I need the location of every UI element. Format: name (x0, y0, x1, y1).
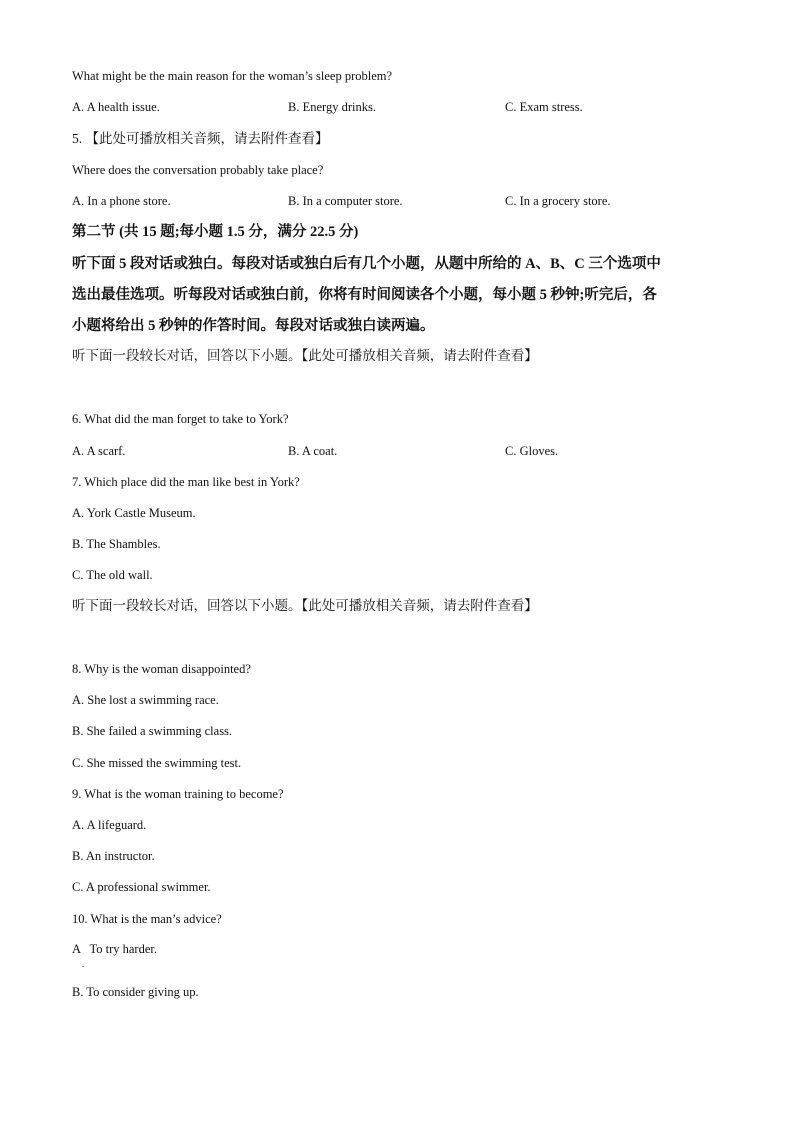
section-2-instruction-line-3: 小题将给出 5 秒钟的作答时间。每段对话或独白读两遍。 (72, 318, 435, 334)
question-4-option-c: C. Exam stress. (505, 100, 583, 114)
stray-mark: . (82, 960, 84, 969)
question-6-option-c: C. Gloves. (505, 444, 559, 458)
question-8-option-c: C. She missed the swimming test. (72, 756, 242, 770)
question-9-stem: 9. What is the woman training to become? (72, 787, 284, 801)
question-8-option-a: A. She lost a swimming race. (72, 693, 219, 707)
question-7-stem: 7. Which place did the man like best in York? (72, 475, 300, 489)
section-2-title: 第二节 (共 15 题;每小题 1.5 分，满分 22.5 分) (72, 224, 359, 240)
question-10-option-a: A To try harder. (72, 942, 157, 956)
question-5-option-a: A. In a phone store. (72, 194, 171, 208)
section-2-instruction-line-1: 听下面 5 段对话或独白。每段对话或独白后有几个小题，从题中所给的 A、B、C 三个选项中 (72, 256, 661, 272)
question-5-option-b: B. In a computer store. (288, 194, 403, 208)
question-4-option-b: B. Energy drinks. (288, 100, 376, 114)
question-5-audio-label: 5. 【此处可播放相关音频，请去附件查看】 (72, 131, 329, 146)
section-2-instruction-line-2: 选出最佳选项。听每段对话或独白前，你将有时间阅读各个小题，每小题 5 秒钟;听完后，各 (72, 287, 657, 303)
question-7-option-b: B. The Shambles. (72, 537, 161, 551)
question-9-option-c: C. A professional swimmer. (72, 880, 211, 894)
audio-note-1: 听下面一段较长对话，回答以下小题。【此处可播放相关音频，请去附件查看】 (72, 348, 538, 363)
question-6-option-b: B. A coat. (288, 444, 338, 458)
audio-note-2: 听下面一段较长对话，回答以下小题。【此处可播放相关音频，请去附件查看】 (72, 598, 538, 613)
question-7-option-a: A. York Castle Museum. (72, 506, 196, 520)
question-4-option-a: A. A health issue. (72, 100, 160, 114)
question-8-stem: 8. Why is the woman disappointed? (72, 662, 251, 676)
question-9-option-b: B. An instructor. (72, 849, 155, 863)
question-6-option-a: A. A scarf. (72, 444, 126, 458)
question-5-option-c: C. In a grocery store. (505, 194, 611, 208)
question-4-stem: What might be the main reason for the woman’s sleep problem? (72, 69, 393, 83)
question-9-option-a: A. A lifeguard. (72, 818, 147, 832)
question-10-stem: 10. What is the man’s advice? (72, 912, 222, 926)
question-5-stem: Where does the conversation probably take place? (72, 163, 324, 177)
question-7-option-c: C. The old wall. (72, 568, 153, 582)
question-6-stem: 6. What did the man forget to take to York? (72, 412, 289, 426)
question-8-option-b: B. She failed a swimming class. (72, 724, 233, 738)
question-10-option-b: B. To consider giving up. (72, 985, 199, 999)
